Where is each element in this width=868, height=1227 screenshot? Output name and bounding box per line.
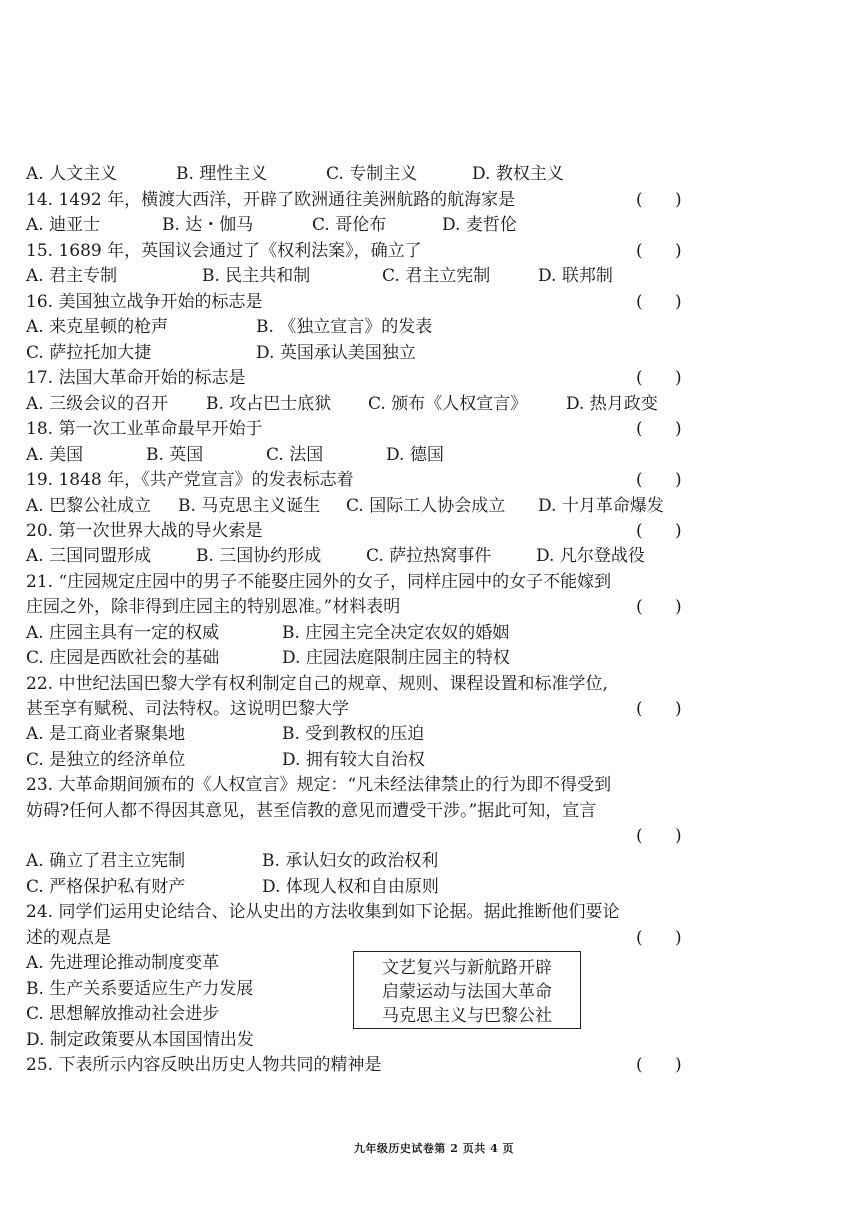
q16-option-c: C. 萨拉托加大捷 (26, 343, 152, 363)
evidence-line: 启蒙运动与法国大革命 (382, 982, 552, 1002)
q14-option-c: C. 哥伦布 (312, 215, 387, 235)
q17-option-d: D. 热月政变 (566, 394, 658, 414)
q20-option-c: C. 萨拉热窝事件 (366, 546, 492, 566)
q14-stem: 14. 1492 年，横渡大西洋，开辟了欧洲通往美洲航路的航海家是 (26, 190, 516, 210)
q13-option-a: A. 人文主义 (26, 164, 118, 184)
q17-stem: 17. 法国大革命开始的标志是 (26, 368, 246, 388)
q18-answer-paren: ( ) (636, 419, 682, 439)
q14-option-b: B. 达・伽马 (162, 215, 254, 235)
q16-option-d: D. 英国承认美国独立 (256, 343, 416, 363)
q21-option-d: D. 庄园法庭限制庄园主的特权 (282, 648, 510, 668)
evidence-box (353, 951, 581, 1029)
q21-stem-line1: 21. “庄园规定庄园中的男子不能娶庄园外的女子，同样庄园中的女子不能嫁到 (26, 572, 612, 592)
q21-option-a: A. 庄园主具有一定的权威 (26, 623, 220, 643)
q24-option-c: C. 思想解放推动社会进步 (26, 1004, 220, 1024)
q13-option-d: D. 教权主义 (472, 164, 564, 184)
q17-option-c: C. 颁布《人权宣言》 (368, 394, 528, 414)
evidence-line: 马克思主义与巴黎公社 (382, 1006, 552, 1026)
q19-option-d: D. 十月革命爆发 (538, 496, 664, 516)
q17-option-b: B. 攻占巴士底狱 (206, 394, 332, 414)
q21-stem-line2: 庄园之外，除非得到庄园主的特别恩准。”材料表明 (26, 597, 401, 617)
q17-answer-paren: ( ) (636, 368, 682, 388)
q23-option-b: B. 承认妇女的政治权利 (262, 851, 439, 871)
q16-option-b: B. 《独立宣言》的发表 (256, 317, 433, 337)
q21-option-c: C. 庄园是西欧社会的基础 (26, 648, 220, 668)
q18-option-d: D. 德国 (386, 445, 444, 465)
q22-option-d: D. 拥有较大自治权 (282, 750, 425, 770)
evidence-line: 文艺复兴与新航路开辟 (382, 958, 552, 978)
q15-answer-paren: ( ) (636, 241, 682, 261)
q20-option-d: D. 凡尔登战役 (536, 546, 645, 566)
q22-option-c: C. 是独立的经济单位 (26, 750, 186, 770)
q20-answer-paren: ( ) (636, 521, 682, 541)
q16-option-a: A. 来克星顿的枪声 (26, 317, 169, 337)
q18-stem: 18. 第一次工业革命最早开始于 (26, 419, 263, 439)
q17-option-a: A. 三级会议的召开 (26, 394, 169, 414)
q24-stem-line1: 24. 同学们运用史论结合、论从史出的方法收集到如下论据。据此推断他们要论 (26, 902, 620, 922)
q14-option-d: D. 麦哲伦 (442, 215, 517, 235)
q24-option-b: B. 生产关系要适应生产力发展 (26, 979, 254, 999)
q19-option-c: C. 国际工人协会成立 (346, 496, 506, 516)
q24-option-a: A. 先进理论推动制度变革 (26, 953, 220, 973)
q20-option-a: A. 三国同盟形成 (26, 546, 152, 566)
q15-stem: 15. 1689 年，英国议会通过了《权利法案》，确立了 (26, 241, 422, 261)
q18-option-a: A. 美国 (26, 445, 84, 465)
q22-option-a: A. 是工商业者聚集地 (26, 724, 186, 744)
q24-stem-line2: 述的观点是 (26, 928, 111, 948)
q16-stem: 16. 美国独立战争开始的标志是 (26, 292, 263, 312)
q22-answer-paren: ( ) (636, 699, 682, 719)
q15-option-d: D. 联邦制 (538, 266, 613, 286)
q22-option-b: B. 受到教权的压迫 (282, 724, 425, 744)
q21-answer-paren: ( ) (636, 597, 682, 617)
q20-option-b: B. 三国协约形成 (196, 546, 322, 566)
q15-option-a: A. 君主专制 (26, 266, 118, 286)
q15-option-c: C. 君主立宪制 (382, 266, 491, 286)
q22-stem-line2: 甚至享有赋税、司法特权。这说明巴黎大学 (26, 699, 349, 719)
q19-stem: 19. 1848 年，《共产党宣言》的发表标志着 (26, 470, 354, 490)
q24-option-d: D. 制定政策要从本国国情出发 (26, 1030, 254, 1050)
q23-option-c: C. 严格保护私有财产 (26, 877, 186, 897)
q18-option-c: C. 法国 (266, 445, 324, 465)
q24-answer-paren: ( ) (636, 928, 682, 948)
q23-stem-line2: 妨碍?任何人都不得因其意见，甚至信教的意见而遭受干涉。”据此可知，宣言 (26, 801, 597, 821)
q20-stem: 20. 第一次世界大战的导火索是 (26, 521, 263, 541)
q19-option-b: B. 马克思主义诞生 (178, 496, 321, 516)
q16-answer-paren: ( ) (636, 292, 682, 312)
q23-answer-paren: ( ) (636, 826, 682, 846)
q13-option-b: B. 理性主义 (176, 164, 268, 184)
q18-option-b: B. 英国 (146, 445, 204, 465)
q25-answer-paren: ( ) (636, 1055, 682, 1075)
q19-answer-paren: ( ) (636, 470, 682, 490)
q22-stem-line1: 22. 中世纪法国巴黎大学有权利制定自己的规章、规则、课程设置和标准学位, (26, 674, 608, 694)
q14-option-a: A. 迪亚士 (26, 215, 101, 235)
q15-option-b: B. 民主共和制 (202, 266, 311, 286)
q23-stem-line1: 23. 大革命期间颁布的《人权宣言》规定：“凡未经法律禁止的行为即不得受到 (26, 775, 612, 795)
q13-option-c: C. 专制主义 (326, 164, 418, 184)
q19-option-a: A. 巴黎公社成立 (26, 496, 152, 516)
q21-option-b: B. 庄园主完全决定农奴的婚姻 (282, 623, 510, 643)
q25-stem: 25. 下表所示内容反映出历史人物共同的精神是 (26, 1055, 382, 1075)
page-footer: 九年级历史试卷第 2 页共 4 页 (353, 1142, 515, 1155)
q23-option-a: A. 确立了君主立宪制 (26, 851, 186, 871)
q23-option-d: D. 体现人权和自由原则 (262, 877, 439, 897)
q14-answer-paren: ( ) (636, 190, 682, 210)
